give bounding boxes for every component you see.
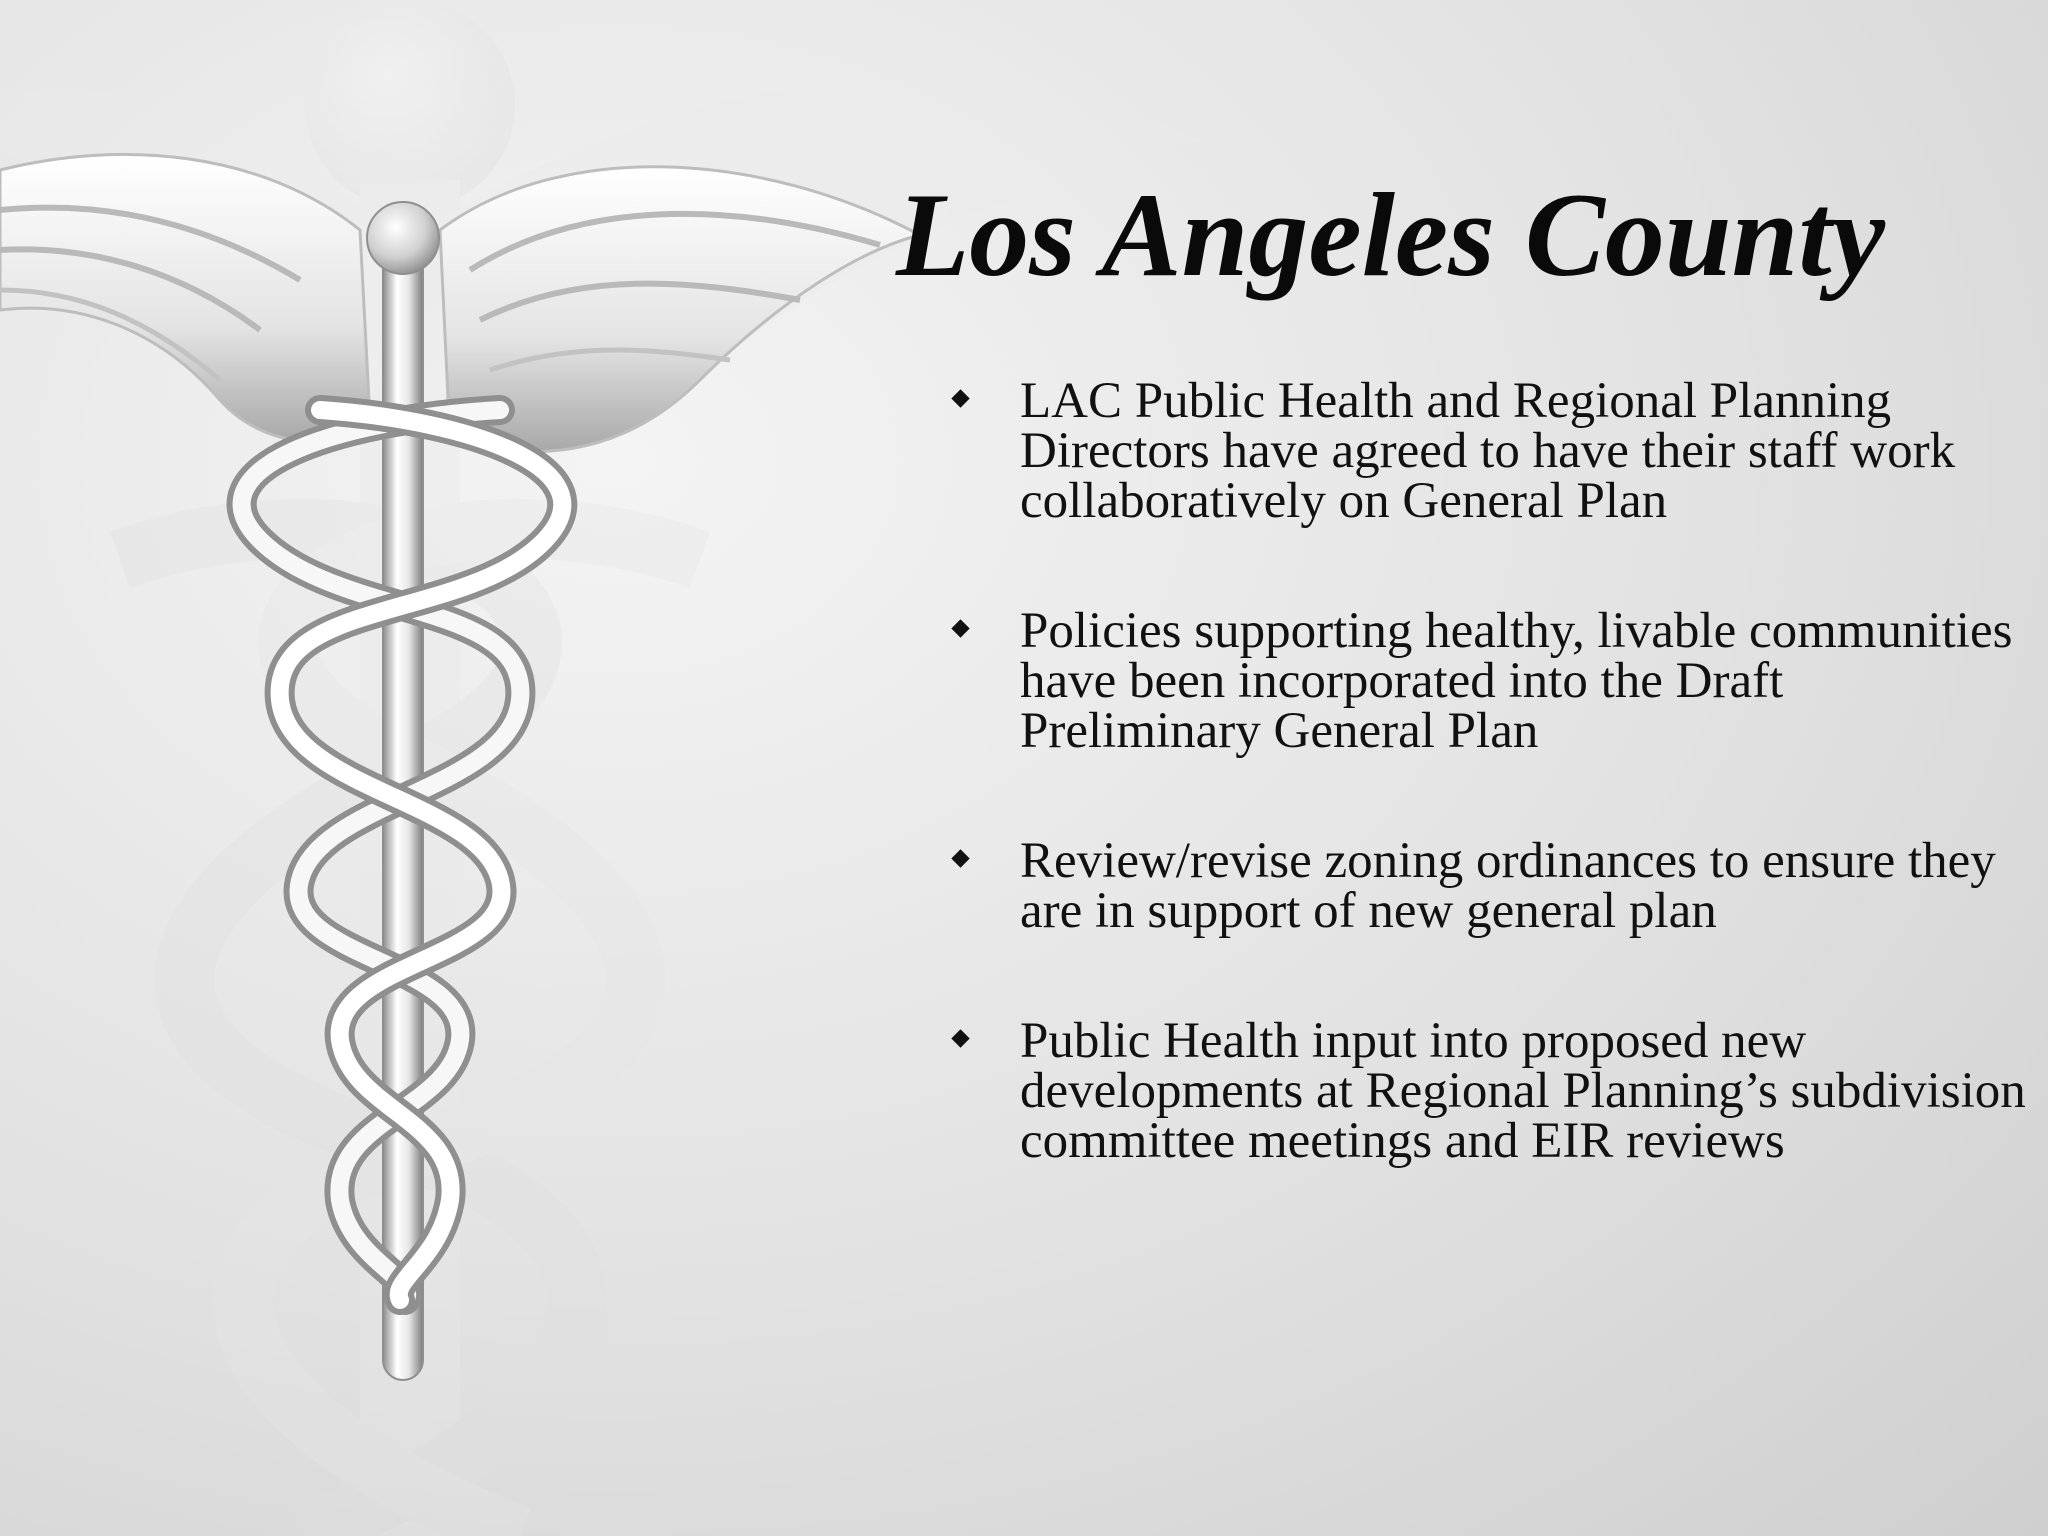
- bullet-text: Policies supporting healthy, livable communities have been incorporated into the Draft Preliminary General Plan: [1020, 603, 2013, 759]
- bullet-text: Public Health input into proposed new developments at Regional Planning’s subdivision committee meetings and EIR reviews: [1020, 1013, 2026, 1169]
- bullet-text: LAC Public Health and Regional Planning Directors have agreed to have their staff work collaboratively on General Plan: [1020, 373, 1956, 529]
- bullet-item: [948, 833, 2028, 939]
- diamond-bullet-icon: [951, 1029, 969, 1047]
- bullet-text: Review/revise zoning ordinances to ensure they are in support of new general plan: [1020, 833, 1996, 939]
- diamond-bullet-icon: [951, 619, 969, 637]
- bullet-item: [948, 603, 2028, 759]
- bullet-item: [948, 1013, 2028, 1169]
- bullet-item: [948, 373, 2028, 529]
- diamond-bullet-icon: [951, 849, 969, 867]
- bullet-list: [948, 373, 2028, 1246]
- slide-title: Los Angeles County: [896, 168, 1886, 301]
- diamond-bullet-icon: [951, 389, 969, 407]
